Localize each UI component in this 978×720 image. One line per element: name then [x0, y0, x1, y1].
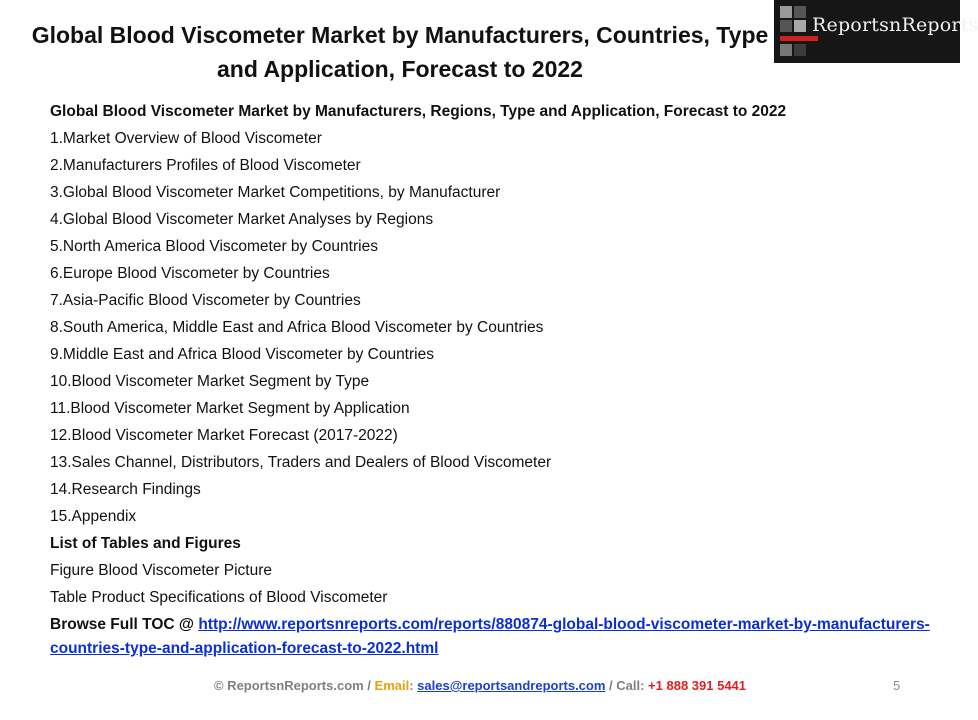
browse-full-toc: [50, 613, 930, 661]
toc-item: 13.Sales Channel, Distributors, Traders and Dealers of Blood Viscometer: [50, 454, 552, 471]
report-link[interactable]: http://www.reportsnreports.com/reports/880874-global-blood-viscometer-market-by-manufacturers-countries-type-and-application-forecast-to-2022.html: [50, 616, 930, 657]
toc-item: 5.North America Blood Viscometer by Countries: [50, 238, 378, 255]
browse-label: Browse Full TOC @: [50, 616, 199, 633]
toc-item: 10.Blood Viscometer Market Segment by Type: [50, 373, 370, 390]
footer-email-label: Email: [374, 678, 410, 693]
toc-item: 2.Manufacturers Profiles of Blood Viscometer: [50, 157, 361, 174]
page-number: 5: [893, 678, 901, 693]
tables-list-item: Figure Blood Viscometer Picture: [50, 562, 272, 579]
logo-checker-square: [780, 6, 792, 18]
toc-item: 4.Global Blood Viscometer Market Analyses by Regions: [50, 211, 434, 228]
logo-checker-square: [794, 44, 806, 56]
toc-content: [50, 98, 930, 661]
toc-item: 14.Research Findings: [50, 481, 201, 498]
footer-email-link[interactable]: sales@reportsandreports.com: [417, 678, 606, 693]
logo-checker-square: [780, 44, 792, 56]
footer-copyright: © ReportsnReports.com /: [213, 678, 375, 693]
logo-wordmark: ReportsnReports: [812, 14, 978, 36]
logo-checker-square: [780, 20, 792, 32]
toc-item: 12.Blood Viscometer Market Forecast (2017-2022): [50, 427, 398, 444]
footer-call-label: / Call:: [605, 678, 649, 693]
toc-item: 15.Appendix: [50, 508, 137, 525]
toc-item: 7.Asia-Pacific Blood Viscometer by Countries: [50, 292, 361, 309]
toc-item: 1.Market Overview of Blood Viscometer: [50, 130, 322, 147]
logo-red-bar: [780, 36, 818, 41]
footer-email-sep: :: [409, 678, 418, 693]
tables-list-item: Table Product Specifications of Blood Viscometer: [50, 589, 388, 606]
list-of-tables-heading: List of Tables and Figures: [50, 535, 241, 552]
logo-checker-square: [794, 20, 806, 32]
footer: [0, 678, 960, 693]
title-line-1: Global Blood Viscometer Market by Manufacturers, Countries, Type: [31, 22, 769, 48]
toc-list: [50, 125, 930, 530]
toc-heading: Global Blood Viscometer Market by Manufacturers, Regions, Type and Application, Forecast to 2022: [50, 103, 787, 120]
toc-item: 3.Global Blood Viscometer Market Competitions, by Manufacturer: [50, 184, 501, 201]
toc-item: 9.Middle East and Africa Blood Viscometer by Countries: [50, 346, 434, 363]
footer-phone: +1 888 391 5441: [648, 678, 747, 693]
tables-list: [50, 557, 930, 611]
toc-item: 11.Blood Viscometer Market Segment by Application: [50, 400, 410, 417]
logo-checker-square: [794, 6, 806, 18]
toc-item: 6.Europe Blood Viscometer by Countries: [50, 265, 330, 282]
reportsnreports-logo: [774, 0, 978, 63]
toc-item: 8.South America, Middle East and Africa Blood Viscometer by Countries: [50, 319, 544, 336]
title-line-2: and Application, Forecast to 2022: [217, 56, 583, 82]
page-title: [0, 18, 800, 86]
